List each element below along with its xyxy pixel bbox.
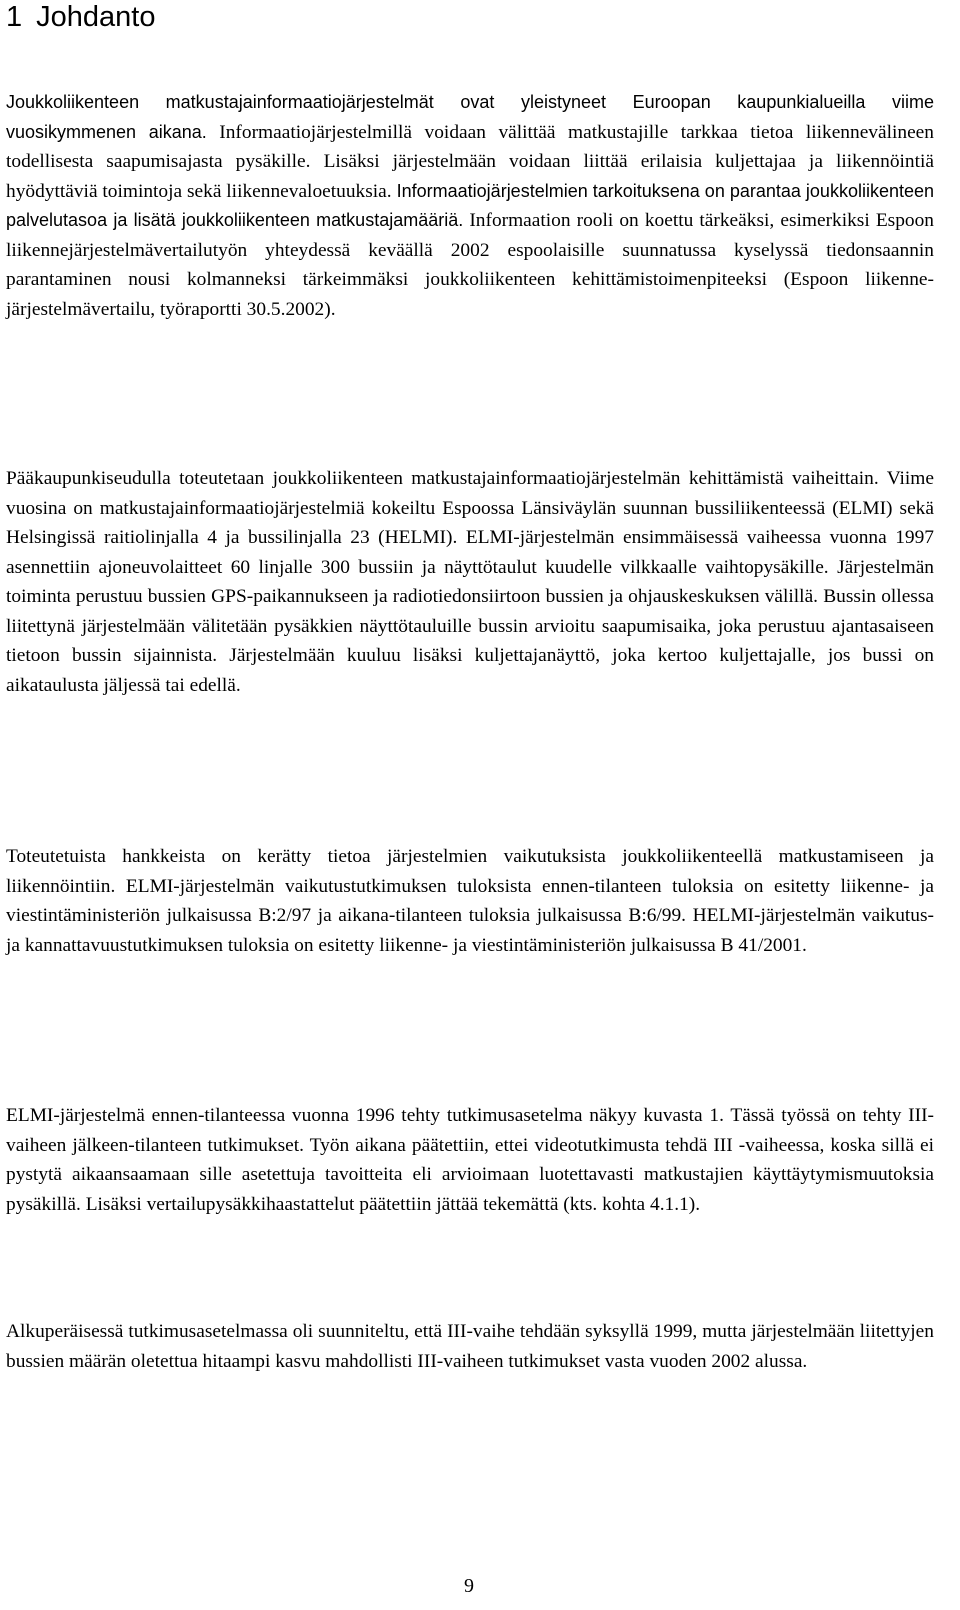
chapter-number: 1 bbox=[6, 1, 23, 33]
paragraph-study-setup: ELMI-järjestelmä ennen-tilanteessa vuonna 1996 tehty tutkimusasetelma näkyy kuvasta 1. Tässä työssä on tehty III-vaiheen jälkeen-tilanteen tutkimukset. Työn aikana päätettiin, ettei videotutkimusta tehdä III -vaiheessa, koska sillä ei pystytä aikaansaamaan sille asetettuja tavoitteita eli arvioimaan luotettavasti matkustajien käyttäytymismuutoksia pysäkillä. Lisäksi vertailupysäkkihaastattelut päätettiin jättää tekemättä (kts. kohta 4.1.1). bbox=[6, 1105, 934, 1215]
page-number: 9 bbox=[464, 1575, 474, 1597]
paragraph-capital-region: Pääkaupunkiseudulla toteutetaan joukkoliikenteen matkustajainformaatiojärjestelmän kehittämistä vaiheittain. Viime vuosina on matkustajainformaatiojärjestelmiä kokeiltu Espoossa Länsiväylän suunnan bussiliikenteessä (ELMI) sekä Helsingissä raitiolinjalla 4 ja bussilinjalla 23 (HELMI). ELMI-järjestelmän ensimmäisessä vaiheessa vuonna 1997 asennettiin ajoneuvolaitteet 60 linjalle 300 bussiin ja näyttötaulut kuudelle vilkkaalle vaihtopysäkille. Järjestelmän toiminta perustuu bussien GPS-paikannukseen ja radiotiedonsiirtoon bussien ja ohjauskeskuksen välillä. Bussin ollessa liitettynä järjestelmään välitetään pysäkkien näyttötauluille bussin arvioitu saapumisaika, joka perustuu ajantasaiseen tietoon bussin sijainnista. Järjestelmään kuuluu lisäksi kuljettajanäyttö, joka kertoo kuljettajalle, jos bussi on aikataulusta jäljessä tai edellä. bbox=[6, 468, 934, 696]
paragraph-projects: Toteutetuista hankkeista on kerätty tietoa järjestelmien vaikutuksista joukkoliikenteellä matkustamiseen ja liikennöintiin. ELMI-järjestelmän vaikutustutkimuksen tuloksista ennen-tilanteen tuloksia on esitetty liikenne- ja viestintäministeriön julkaisussa B:2/97 ja aikana-tilanteen tuloksia julkaisussa B:6/99. HELMI-järjestelmän vaikutus- ja kannattavuustutkimuksen tuloksia on esitetty liikenne- ja viestintäministeriön julkaisussa B 41/2001. bbox=[6, 846, 934, 956]
paragraph-introduction bbox=[6, 88, 934, 324]
paragraph-introduction-sentence-2: Informaatiojärjestelmillä voidaan välittää matkustajille tarkkaa tietoa liikennevälineen todellisesta saapumisajasta pysäkille. Lisäksi järjestelmään voidaan liittää erilaisia kuljettajaa ja liikennöintiä hyödyttäviä toimintoja sekä liikennevaloetuuksia. bbox=[6, 121, 934, 202]
paragraph-introduction-sentence-4: Informaation rooli on koettu tärkeäksi, esimerkiksi Espoon liikennejärjestelmävertailutyön yhteydessä keväällä 2002 espoolaisille suunnatussa kyselyssä tiedonsaannin parantaminen nousi kolmanneksi tärkeimmäksi joukkoliikenteen kehittämistoimenpiteeksi (Espoon liikennejärjestelmävertailu, työraportti 30.5.2002). bbox=[6, 210, 934, 320]
paragraph-introduction-sentence-1: Joukkoliikenteen matkustajainformaatiojärjestelmät ovat yleistyneet Euroopan kaupunkialueilla viime vuosikymmenen aikana. bbox=[6, 92, 934, 142]
paragraph-original-plan: Alkuperäisessä tutkimusasetelmassa oli suunniteltu, että III-vaihe tehdään syksyllä 1999, mutta järjestelmään liitettyjen bussien määrän oletettua hitaampi kasvu mahdollisti III-vaiheen tutkimukset vasta vuoden 2002 alussa. bbox=[6, 1321, 934, 1372]
chapter-heading bbox=[6, 0, 934, 34]
paragraph-introduction-sentence-3: Informaatiojärjestelmien tarkoituksena on parantaa joukkoliikenteen palvelutasoa ja lisätä joukkoliikenteen matkustajamääriä. bbox=[6, 180, 935, 230]
document-page bbox=[6, 0, 935, 1372]
chapter-title: Johdanto bbox=[36, 1, 156, 33]
